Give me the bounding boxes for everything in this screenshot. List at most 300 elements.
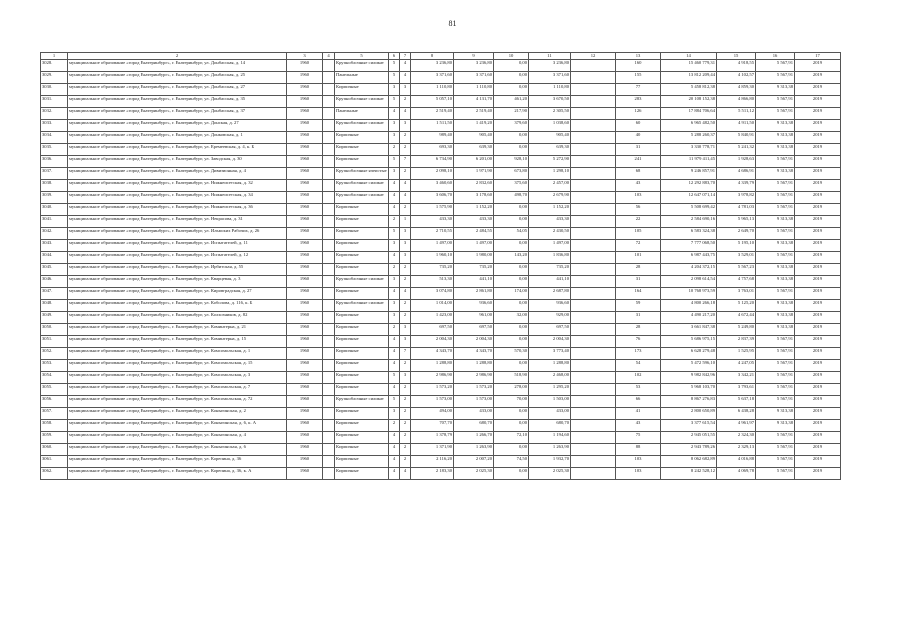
table-cell: 1 288,80 (411, 360, 454, 372)
table-cell: 4 069,78 (717, 468, 756, 480)
table-cell: 11 979 411,45 (661, 156, 717, 168)
table-cell: 2 025,30 (529, 468, 571, 480)
table-cell (571, 132, 616, 144)
table-cell: 9 313,38 (756, 144, 795, 156)
table-cell: 0,00 (494, 408, 529, 420)
table-cell: 5 (389, 228, 400, 240)
table-cell: муниципальное образование «город Екатеринбург», г. Екатеринбург, ул. Донбасская, д. 37 (68, 108, 287, 120)
table-cell: 5 241,32 (717, 144, 756, 156)
table-cell: 5 (389, 60, 400, 72)
table-cell: 3028. (41, 60, 68, 72)
table-cell: 3 377 615,54 (661, 420, 717, 432)
column-header: 14 (661, 53, 717, 60)
table-cell: 2 (400, 204, 411, 216)
table-cell: 0,00 (494, 144, 529, 156)
table-cell: 5 567,91 (756, 444, 795, 456)
table-cell: 1 511,50 (411, 120, 454, 132)
table-cell: муниципальное образование «город Екатеринбург», г. Екатеринбург, ул. Нижнеисетская, д. 36 (68, 204, 287, 216)
table-cell: 3 (389, 120, 400, 132)
table-cell: 9 246 857,91 (661, 168, 717, 180)
table-cell: 2019 (795, 432, 841, 444)
table-cell: Кирпичные (335, 216, 389, 228)
table-cell: 4 757,68 (717, 276, 756, 288)
table-cell: 905,40 (454, 132, 494, 144)
table-cell: 2019 (795, 204, 841, 216)
table-cell: 3051. (41, 336, 68, 348)
table-cell: 2 (400, 444, 411, 456)
table-cell: Кирпичные (335, 156, 389, 168)
table-cell: Кирпичные (335, 348, 389, 360)
table-cell: 0,00 (494, 204, 529, 216)
table-cell: 1 836,80 (529, 252, 571, 264)
table-cell: 4 (389, 456, 400, 468)
table-cell: 5 567,91 (756, 156, 795, 168)
table-row (41, 276, 841, 288)
table-cell: 241 (616, 156, 661, 168)
table-cell: 2 007,20 (454, 456, 494, 468)
table-cell: 2019 (795, 108, 841, 120)
table-row (41, 408, 841, 420)
table-cell (323, 300, 335, 312)
table-cell: 68 (616, 168, 661, 180)
table-cell: 1 971,90 (454, 168, 494, 180)
table-row (41, 96, 841, 108)
table-cell (571, 456, 616, 468)
table-row (41, 360, 841, 372)
table-cell: 8 867 276,83 (661, 396, 717, 408)
table-cell: 2019 (795, 216, 841, 228)
table-cell: муниципальное образование «город Екатеринбург», г. Екатеринбург, ул. Донбасская, д. 27 (68, 84, 287, 96)
table-cell: 2019 (795, 276, 841, 288)
column-header: 13 (616, 53, 661, 60)
table-cell: 2019 (795, 372, 841, 384)
table-cell: муниципальное образование «город Екатеринбург», г. Екатеринбург, ул. Комсомольская, д. 1 (68, 348, 287, 360)
table-row (41, 240, 841, 252)
table-cell: 3061. (41, 456, 68, 468)
table-cell: 2 800 650,89 (661, 408, 717, 420)
table-row (41, 252, 841, 264)
table-cell: Кирпичные (335, 312, 389, 324)
table-row (41, 432, 841, 444)
table-cell: муниципальное образование «город Екатеринбург», г. Екатеринбург, ул. Коныгинская, д. 4 (68, 432, 287, 444)
table-cell: 4 247,05 (717, 360, 756, 372)
table-cell: 9 313,38 (756, 276, 795, 288)
table-cell: 1 928,63 (717, 156, 756, 168)
table-cell: 3 (400, 324, 411, 336)
table-cell (323, 432, 335, 444)
table-cell: 4 672,44 (717, 312, 756, 324)
table-cell: 9 313,38 (756, 240, 795, 252)
table-cell: 8 242 528,12 (661, 468, 717, 480)
table-cell: 5 249,80 (717, 324, 756, 336)
table-cell: 5 637,18 (717, 396, 756, 408)
table-cell: 4 339,79 (717, 180, 756, 192)
table-row (41, 204, 841, 216)
table-cell: 3 978,82 (717, 192, 756, 204)
table-cell: 961,00 (454, 312, 494, 324)
table-cell (571, 108, 616, 120)
table-row (41, 456, 841, 468)
table-cell: 936,60 (529, 300, 571, 312)
table-cell: 2 (400, 420, 411, 432)
column-header: 12 (571, 53, 616, 60)
table-cell: 2019 (795, 360, 841, 372)
table-cell: 5 567,91 (756, 72, 795, 84)
table-cell: 15 460 779,31 (661, 60, 717, 72)
table-cell: 3 (400, 84, 411, 96)
table-cell: Панельные (335, 72, 389, 84)
table-cell: 4 016,88 (717, 456, 756, 468)
table-row (41, 132, 841, 144)
table-cell: 1960 (287, 60, 323, 72)
table-cell: муниципальное образование «город Екатеринбург», г. Екатеринбург, ул. Комсомольская, д. 72 (68, 396, 287, 408)
table-cell: 155 (616, 72, 661, 84)
table-cell (323, 288, 335, 300)
table-cell: 4 490 217,20 (661, 312, 717, 324)
table-cell: 1960 (287, 120, 323, 132)
table-cell: Кирпичные (335, 144, 389, 156)
table-cell (323, 216, 335, 228)
table-cell: 1960 (287, 192, 323, 204)
table-row (41, 396, 841, 408)
table-cell: 4 (400, 468, 411, 480)
table-cell: 693,30 (411, 144, 454, 156)
table-cell (571, 240, 616, 252)
table-cell: 4 (400, 192, 411, 204)
table-cell: 4 918,55 (717, 60, 756, 72)
table-cell: 4 204 372,15 (661, 264, 717, 276)
table-cell: Кирпичные (335, 408, 389, 420)
table-cell: 5 567,91 (756, 468, 795, 480)
table-cell: 3056. (41, 396, 68, 408)
table-cell (323, 408, 335, 420)
table-cell (323, 276, 335, 288)
table-cell: 0,00 (494, 132, 529, 144)
table-cell: 2 (389, 216, 400, 228)
table-cell: 1960 (287, 372, 323, 384)
table-cell: 1960 (287, 360, 323, 372)
table-cell (323, 264, 335, 276)
table-cell: 3039. (41, 192, 68, 204)
table-cell: 4 (389, 252, 400, 264)
table-cell: 3062. (41, 468, 68, 480)
table-cell: 2019 (795, 456, 841, 468)
table-cell: 77 (616, 84, 661, 96)
table-cell: 5 (389, 396, 400, 408)
table-cell: 9 313,38 (756, 84, 795, 96)
table-cell: 31 (616, 312, 661, 324)
table-cell (571, 252, 616, 264)
table-cell: 2 986,90 (454, 372, 494, 384)
table-cell: 0,00 (494, 300, 529, 312)
table-cell: 53 (616, 384, 661, 396)
table-cell: 1960 (287, 252, 323, 264)
table-cell: 2019 (795, 348, 841, 360)
table-cell: 735,20 (454, 264, 494, 276)
table-cell: 3 (389, 300, 400, 312)
table-cell: 2 584 690,16 (661, 216, 717, 228)
table-cell: 2 (400, 264, 411, 276)
table-cell: 43 (616, 420, 661, 432)
table-cell: 2 305,50 (529, 108, 571, 120)
table-cell: 2019 (795, 252, 841, 264)
table-cell: 1 525,95 (717, 348, 756, 360)
table-cell: 1 266,70 (454, 432, 494, 444)
table-cell: 2019 (795, 144, 841, 156)
column-header: 17 (795, 53, 841, 60)
table-cell: 1 497,00 (454, 240, 494, 252)
table-cell (323, 444, 335, 456)
table-cell: 3041. (41, 216, 68, 228)
table-cell (571, 336, 616, 348)
table-cell: Кирпичные (335, 420, 389, 432)
table-cell: 3 (400, 120, 411, 132)
table-cell: 2 004,30 (411, 336, 454, 348)
table-cell: 1960 (287, 144, 323, 156)
table-cell: 9 313,38 (756, 264, 795, 276)
table-cell: 5 567,91 (756, 360, 795, 372)
table-row (41, 192, 841, 204)
table-row (41, 72, 841, 84)
table-cell: 5 511,12 (717, 108, 756, 120)
table-cell: 2 457,00 (529, 180, 571, 192)
table-cell: 2 (400, 168, 411, 180)
table-row (41, 300, 841, 312)
table-cell: 1 419,20 (454, 120, 494, 132)
table-cell: 5 567,91 (756, 396, 795, 408)
table-cell: 6 734,90 (411, 156, 454, 168)
table-cell: Кирпичные (335, 384, 389, 396)
table-cell: 1960 (287, 72, 323, 84)
column-header: 4 (323, 53, 335, 60)
table-cell (571, 324, 616, 336)
table-cell: 2 098 614,54 (661, 276, 717, 288)
table-cell: 20 108 152,38 (661, 96, 717, 108)
table-cell: 1 371,90 (411, 444, 454, 456)
table-cell: 126 (616, 108, 661, 120)
table-cell: 3 (400, 252, 411, 264)
table-cell: 1960 (287, 276, 323, 288)
table-row (41, 384, 841, 396)
table-cell: 1 263,90 (454, 444, 494, 456)
table-cell: 12 647 071,14 (661, 192, 717, 204)
table-cell: муниципальное образование «город Екатеринбург», г. Екатеринбург, ул. Нижнеисетская, д. 34 (68, 192, 287, 204)
table-cell (323, 348, 335, 360)
table-cell: 4 (389, 468, 400, 480)
table-cell: 5 195,10 (717, 240, 756, 252)
table-cell: муниципальное образование «город Екатеринбург», г. Екатеринбург, ул. Ирбитская, д. 55 (68, 264, 287, 276)
table-cell: 1 (400, 216, 411, 228)
table-cell: 1960 (287, 420, 323, 432)
table-cell: 2019 (795, 444, 841, 456)
table-cell: 5 567,91 (756, 336, 795, 348)
table-cell: 936,60 (454, 300, 494, 312)
table-cell: 2 861,80 (454, 288, 494, 300)
table-row (41, 144, 841, 156)
table-cell: 3059. (41, 432, 68, 444)
table-cell: 929,00 (529, 312, 571, 324)
table-cell: 1960 (287, 384, 323, 396)
table-cell (571, 408, 616, 420)
table-cell: 5 458 812,38 (661, 84, 717, 96)
table-cell: 3 371,60 (529, 72, 571, 84)
table-cell: 5 288 260,37 (661, 132, 717, 144)
table-cell: 1960 (287, 456, 323, 468)
table-cell: 639,30 (454, 144, 494, 156)
table-cell: 0,00 (494, 264, 529, 276)
table-cell: 5 567,91 (756, 108, 795, 120)
table-cell: муниципальное образование «город Екатеринбург», г. Екатеринбург, ул. Корепина, д. 36, к. А (68, 468, 287, 480)
table-cell: 1 423,00 (411, 312, 454, 324)
table-cell: 9 313,38 (756, 420, 795, 432)
table-cell: 0,00 (494, 324, 529, 336)
table-cell: 5 125,20 (717, 300, 756, 312)
table-cell: 4 (400, 288, 411, 300)
table-cell: 5 272,90 (529, 156, 571, 168)
table-cell: 1960 (287, 84, 323, 96)
table-cell (571, 420, 616, 432)
table-cell: 5 567,91 (756, 228, 795, 240)
table-cell: 735,20 (411, 264, 454, 276)
table-cell: 1 038,60 (529, 120, 571, 132)
table-cell: Крупноблочные силикат (335, 96, 389, 108)
table-cell: 0,00 (494, 72, 529, 84)
table-cell (571, 432, 616, 444)
table-cell: 4 781,03 (717, 204, 756, 216)
table-cell: 3048. (41, 300, 68, 312)
table-cell: 2019 (795, 84, 841, 96)
column-header: 16 (756, 53, 795, 60)
column-header: 8 (411, 53, 454, 60)
table-cell: 60 (616, 120, 661, 132)
table-cell: 1 573,20 (454, 384, 494, 396)
table-cell: 1 497,00 (411, 240, 454, 252)
table-cell (323, 96, 335, 108)
table-cell: 1 960,10 (411, 252, 454, 264)
table-cell: 2 (400, 456, 411, 468)
table-row (41, 180, 841, 192)
table-cell: 2019 (795, 156, 841, 168)
table-cell: 2 519,40 (411, 108, 454, 120)
table-cell: 6 628 279,48 (661, 348, 717, 360)
header-row (41, 53, 841, 60)
table-cell: 5 567,91 (756, 432, 795, 444)
table-cell (571, 264, 616, 276)
table-cell: 433,00 (529, 408, 571, 420)
table-cell: 3 074,80 (411, 288, 454, 300)
table-cell: 54 (616, 360, 661, 372)
table-cell: 2019 (795, 240, 841, 252)
column-header: 11 (529, 53, 571, 60)
table-cell: 4 (389, 192, 400, 204)
table-cell: 2 (400, 408, 411, 420)
table-cell: 9 313,38 (756, 216, 795, 228)
table-cell (571, 84, 616, 96)
table-cell: 5 (389, 72, 400, 84)
table-cell: 70,00 (494, 396, 529, 408)
table-cell: муниципальное образование «город Екатеринбург», г. Екатеринбург, ул. Коминтерна, д. 15 (68, 336, 287, 348)
table-cell: муниципальное образование «город Екатеринбург», г. Екатеринбург, ул. Испытателей, д. 12 (68, 252, 287, 264)
table-cell: 2 986,90 (411, 372, 454, 384)
table-cell: 433,30 (454, 216, 494, 228)
table-cell: 3 (389, 240, 400, 252)
table-cell: 1960 (287, 408, 323, 420)
table-cell: 173 (616, 348, 661, 360)
table-cell (571, 192, 616, 204)
table-cell: 2 183,30 (411, 468, 454, 480)
table-cell: 43 (616, 180, 661, 192)
table-cell: 1960 (287, 240, 323, 252)
table-cell: 2 837,39 (717, 336, 756, 348)
table-cell: 3 793,61 (717, 384, 756, 396)
table-cell: 3042. (41, 228, 68, 240)
table-cell: муниципальное образование «город Екатеринбург», г. Екатеринбург, ул. Корепина, д. 36 (68, 456, 287, 468)
table-cell: 433,30 (411, 216, 454, 228)
table-cell (323, 168, 335, 180)
table-cell: 905,40 (529, 132, 571, 144)
table-cell (571, 288, 616, 300)
table-cell: 4 (389, 348, 400, 360)
table-cell: 1 295,20 (529, 384, 571, 396)
table-cell: 1 573,20 (411, 384, 454, 396)
table-cell: 28 (616, 324, 661, 336)
table-cell: 989,40 (411, 132, 454, 144)
table-cell: 1960 (287, 216, 323, 228)
table-cell: 2 687,80 (529, 288, 571, 300)
table-cell: 3 460,60 (411, 180, 454, 192)
table-cell: 6 583 324,38 (661, 228, 717, 240)
table-cell: 3 773,40 (529, 348, 571, 360)
table-cell: 0,00 (494, 420, 529, 432)
table-cell: 2019 (795, 180, 841, 192)
table-cell: 2019 (795, 192, 841, 204)
table-cell: 1 152,20 (529, 204, 571, 216)
table-cell: 4 859,30 (717, 84, 756, 96)
table-cell: 3 606,70 (411, 192, 454, 204)
table-cell: 278,00 (494, 384, 529, 396)
table-cell: 680,70 (454, 420, 494, 432)
table-cell: 160 (616, 60, 661, 72)
table-cell: 1960 (287, 156, 323, 168)
table-cell: 1 194,60 (529, 432, 571, 444)
table-cell: 4 (400, 60, 411, 72)
table-cell: 433,30 (529, 216, 571, 228)
table-cell: Крупноблочные силикат (335, 396, 389, 408)
table-cell (323, 420, 335, 432)
table-cell: 3 661 847,38 (661, 324, 717, 336)
table-cell: 17 884 706,64 (661, 108, 717, 120)
table-cell: 5 567,91 (756, 288, 795, 300)
table-cell (323, 120, 335, 132)
table-cell: Кирпичные (335, 132, 389, 144)
table-cell: 2 468,00 (529, 372, 571, 384)
table-cell: 3044. (41, 252, 68, 264)
table-cell: Панельные (335, 108, 389, 120)
table-cell: 2 (389, 144, 400, 156)
table-cell: 283 (616, 96, 661, 108)
table-cell: 1 503,00 (529, 396, 571, 408)
table-cell: 12 292 883,70 (661, 180, 717, 192)
table-cell: 2 (389, 264, 400, 276)
table-cell: 2 (389, 420, 400, 432)
table-cell: 3 (400, 372, 411, 384)
table-cell: 164 (616, 288, 661, 300)
table-cell: муниципальное образование «город Екатеринбург», г. Екатеринбург, ул. Кировградская, д. 27 (68, 288, 287, 300)
table-cell: 4 (389, 336, 400, 348)
table-cell: 3047. (41, 288, 68, 300)
table-cell: 1960 (287, 324, 323, 336)
table-cell: 1 110,80 (454, 84, 494, 96)
